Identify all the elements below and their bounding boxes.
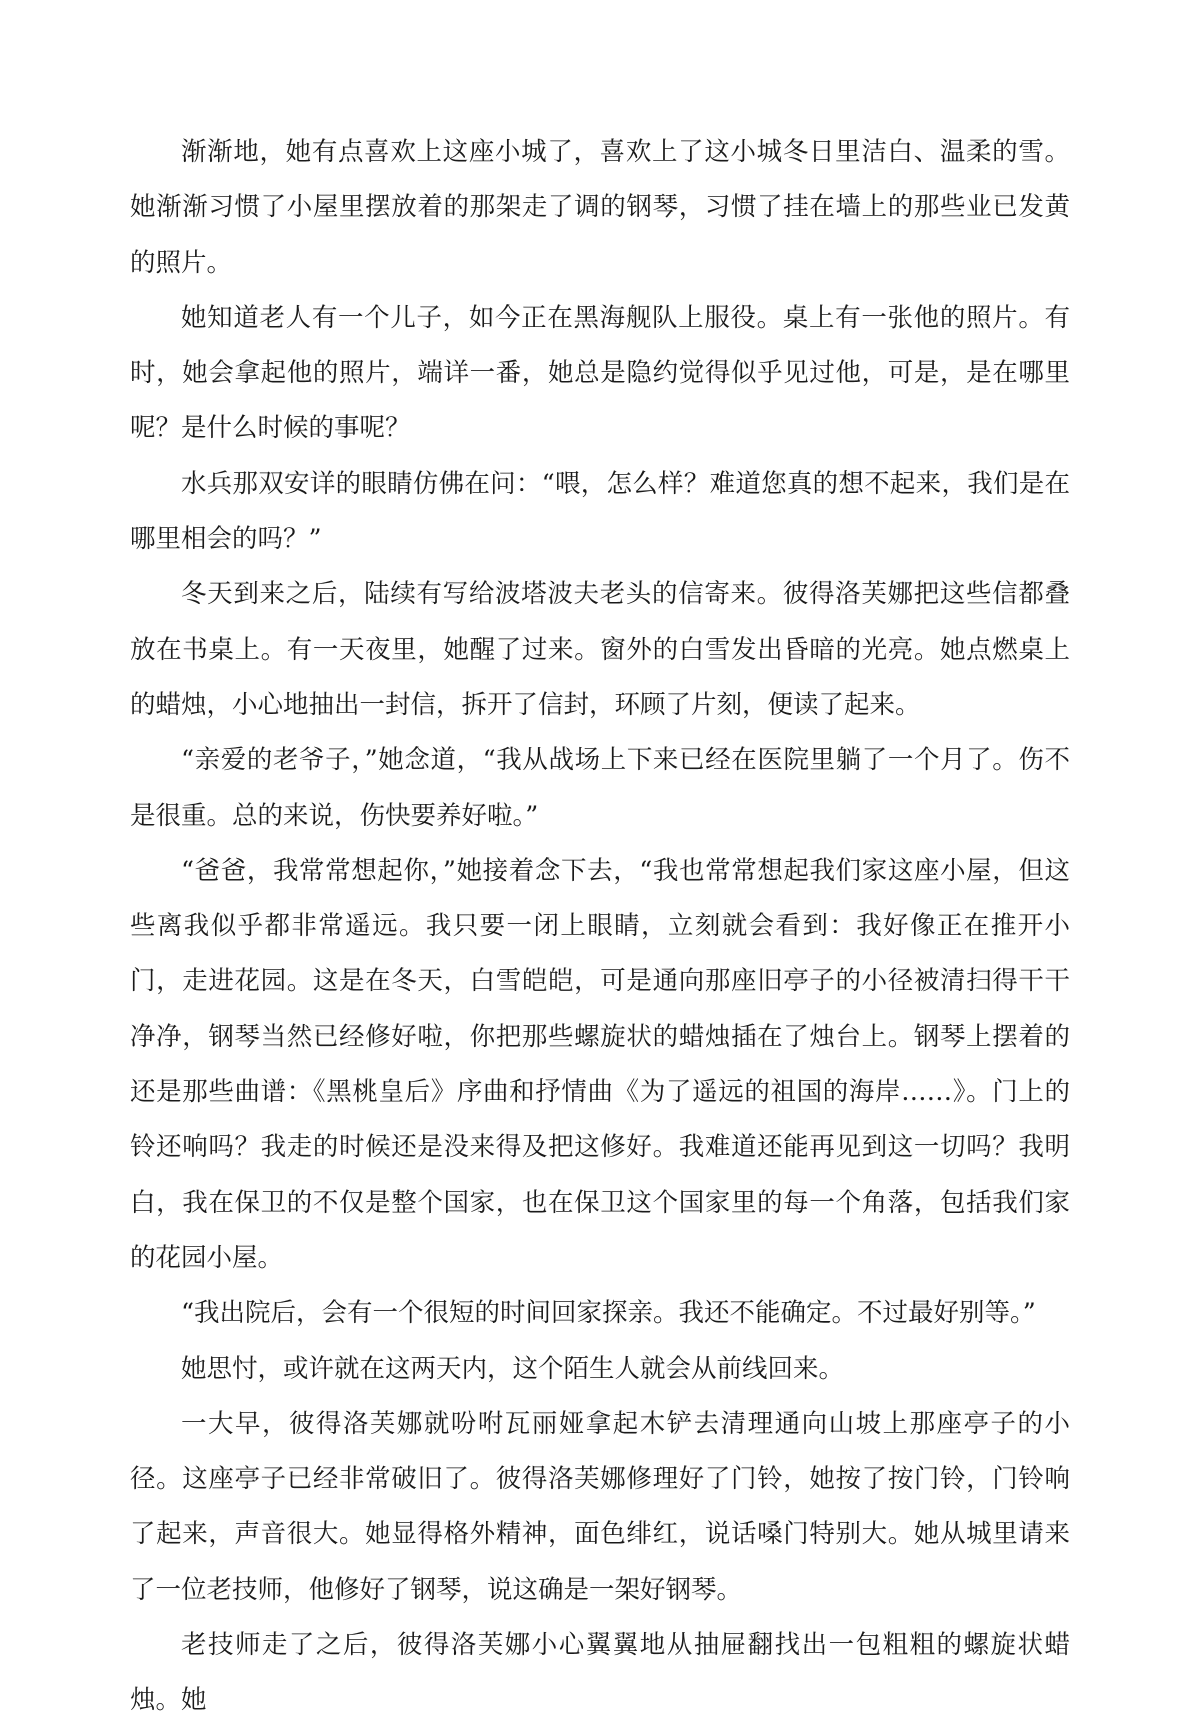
- document-body: [130, 125, 1070, 1729]
- paragraph: “亲爱的老爷子，”她念道，“我从战场上下来已经在医院里躺了一个月了。伤不是很重。总的来说，伤快要养好啦。”: [130, 745, 1070, 831]
- paragraph: 她思忖，或许就在这两天内，这个陌生人就会从前线回来。: [181, 1353, 845, 1384]
- paragraph: 渐渐地，她有点喜欢上这座小城了，喜欢上了这小城冬日里洁白、温柔的雪。她渐渐习惯了小屋里摆放着的那架走了调的钢琴，习惯了挂在墙上的那些业已发黄的照片。: [130, 137, 1070, 278]
- paragraph: 水兵那双安详的眼睛仿佛在问：“喂，怎么样？难道您真的想不起来，我们是在哪里相会的吗？”: [130, 468, 1070, 555]
- paragraph: “我出院后，会有一个很短的时间回家探亲。我还不能确定。不过最好别等。”: [181, 1298, 1036, 1329]
- paragraph: 她知道老人有一个儿子，如今正在黑海舰队上服役。桌上有一张他的照片。有时，她会拿起他的照片，端详一番，她总是隐约觉得似乎见过他，可是，是在哪里呢？是什么时候的事呢？: [130, 302, 1070, 444]
- paragraph: 老技师走了之后，彼得洛芙娜小心翼翼地从抽屉翻找出一包粗粗的螺旋状蜡烛。她: [130, 1630, 1070, 1716]
- paragraph: 冬天到来之后，陆续有写给波塔波夫老头的信寄来。彼得洛芙娜把这些信都叠放在书桌上。有一天夜里，她醒了过来。窗外的白雪发出昏暗的光亮。她点燃桌上的蜡烛，小心地抽出一封信，拆开了信封，环顾了片刻，便读了起来。: [130, 579, 1070, 720]
- paragraph: “爸爸，我常常想起你，”她接着念下去，“我也常常想起我们家这座小屋，但这些离我似乎都非常遥远。我只要一闭上眼睛，立刻就会看到：我好像正在推开小门，走进花园。这是在冬天，白雪皑皑，可是通向那座旧亭子的小径被清扫得干干净净，钢琴当然已经修好啦，你把那些螺旋状的蜡烛插在了烛台上。钢琴上摆着的还是那些曲谱：《黑桃皇后》序曲和抒情曲《为了遥远的祖国的海岸……》。门上的铃还响吗？我走的时候还是没来得及把这修好。我难道还能再见到这一切吗？我明白，我在保卫的不仅是整个国家，也在保卫这个国家里的每一个角落，包括我们家的花园小屋。: [130, 855, 1070, 1273]
- paragraph: 一大早，彼得洛芙娜就吩咐瓦丽娅拿起木铲去清理通向山坡上那座亭子的小径。这座亭子已经非常破旧了。彼得洛芙娜修理好了门铃，她按了按门铃，门铃响了起来，声音很大。她显得格外精神，面色绯红，说话嗓门特别大。她从城里请来了一位老技师，他修好了钢琴，说这确是一架好钢琴。: [130, 1408, 1070, 1605]
